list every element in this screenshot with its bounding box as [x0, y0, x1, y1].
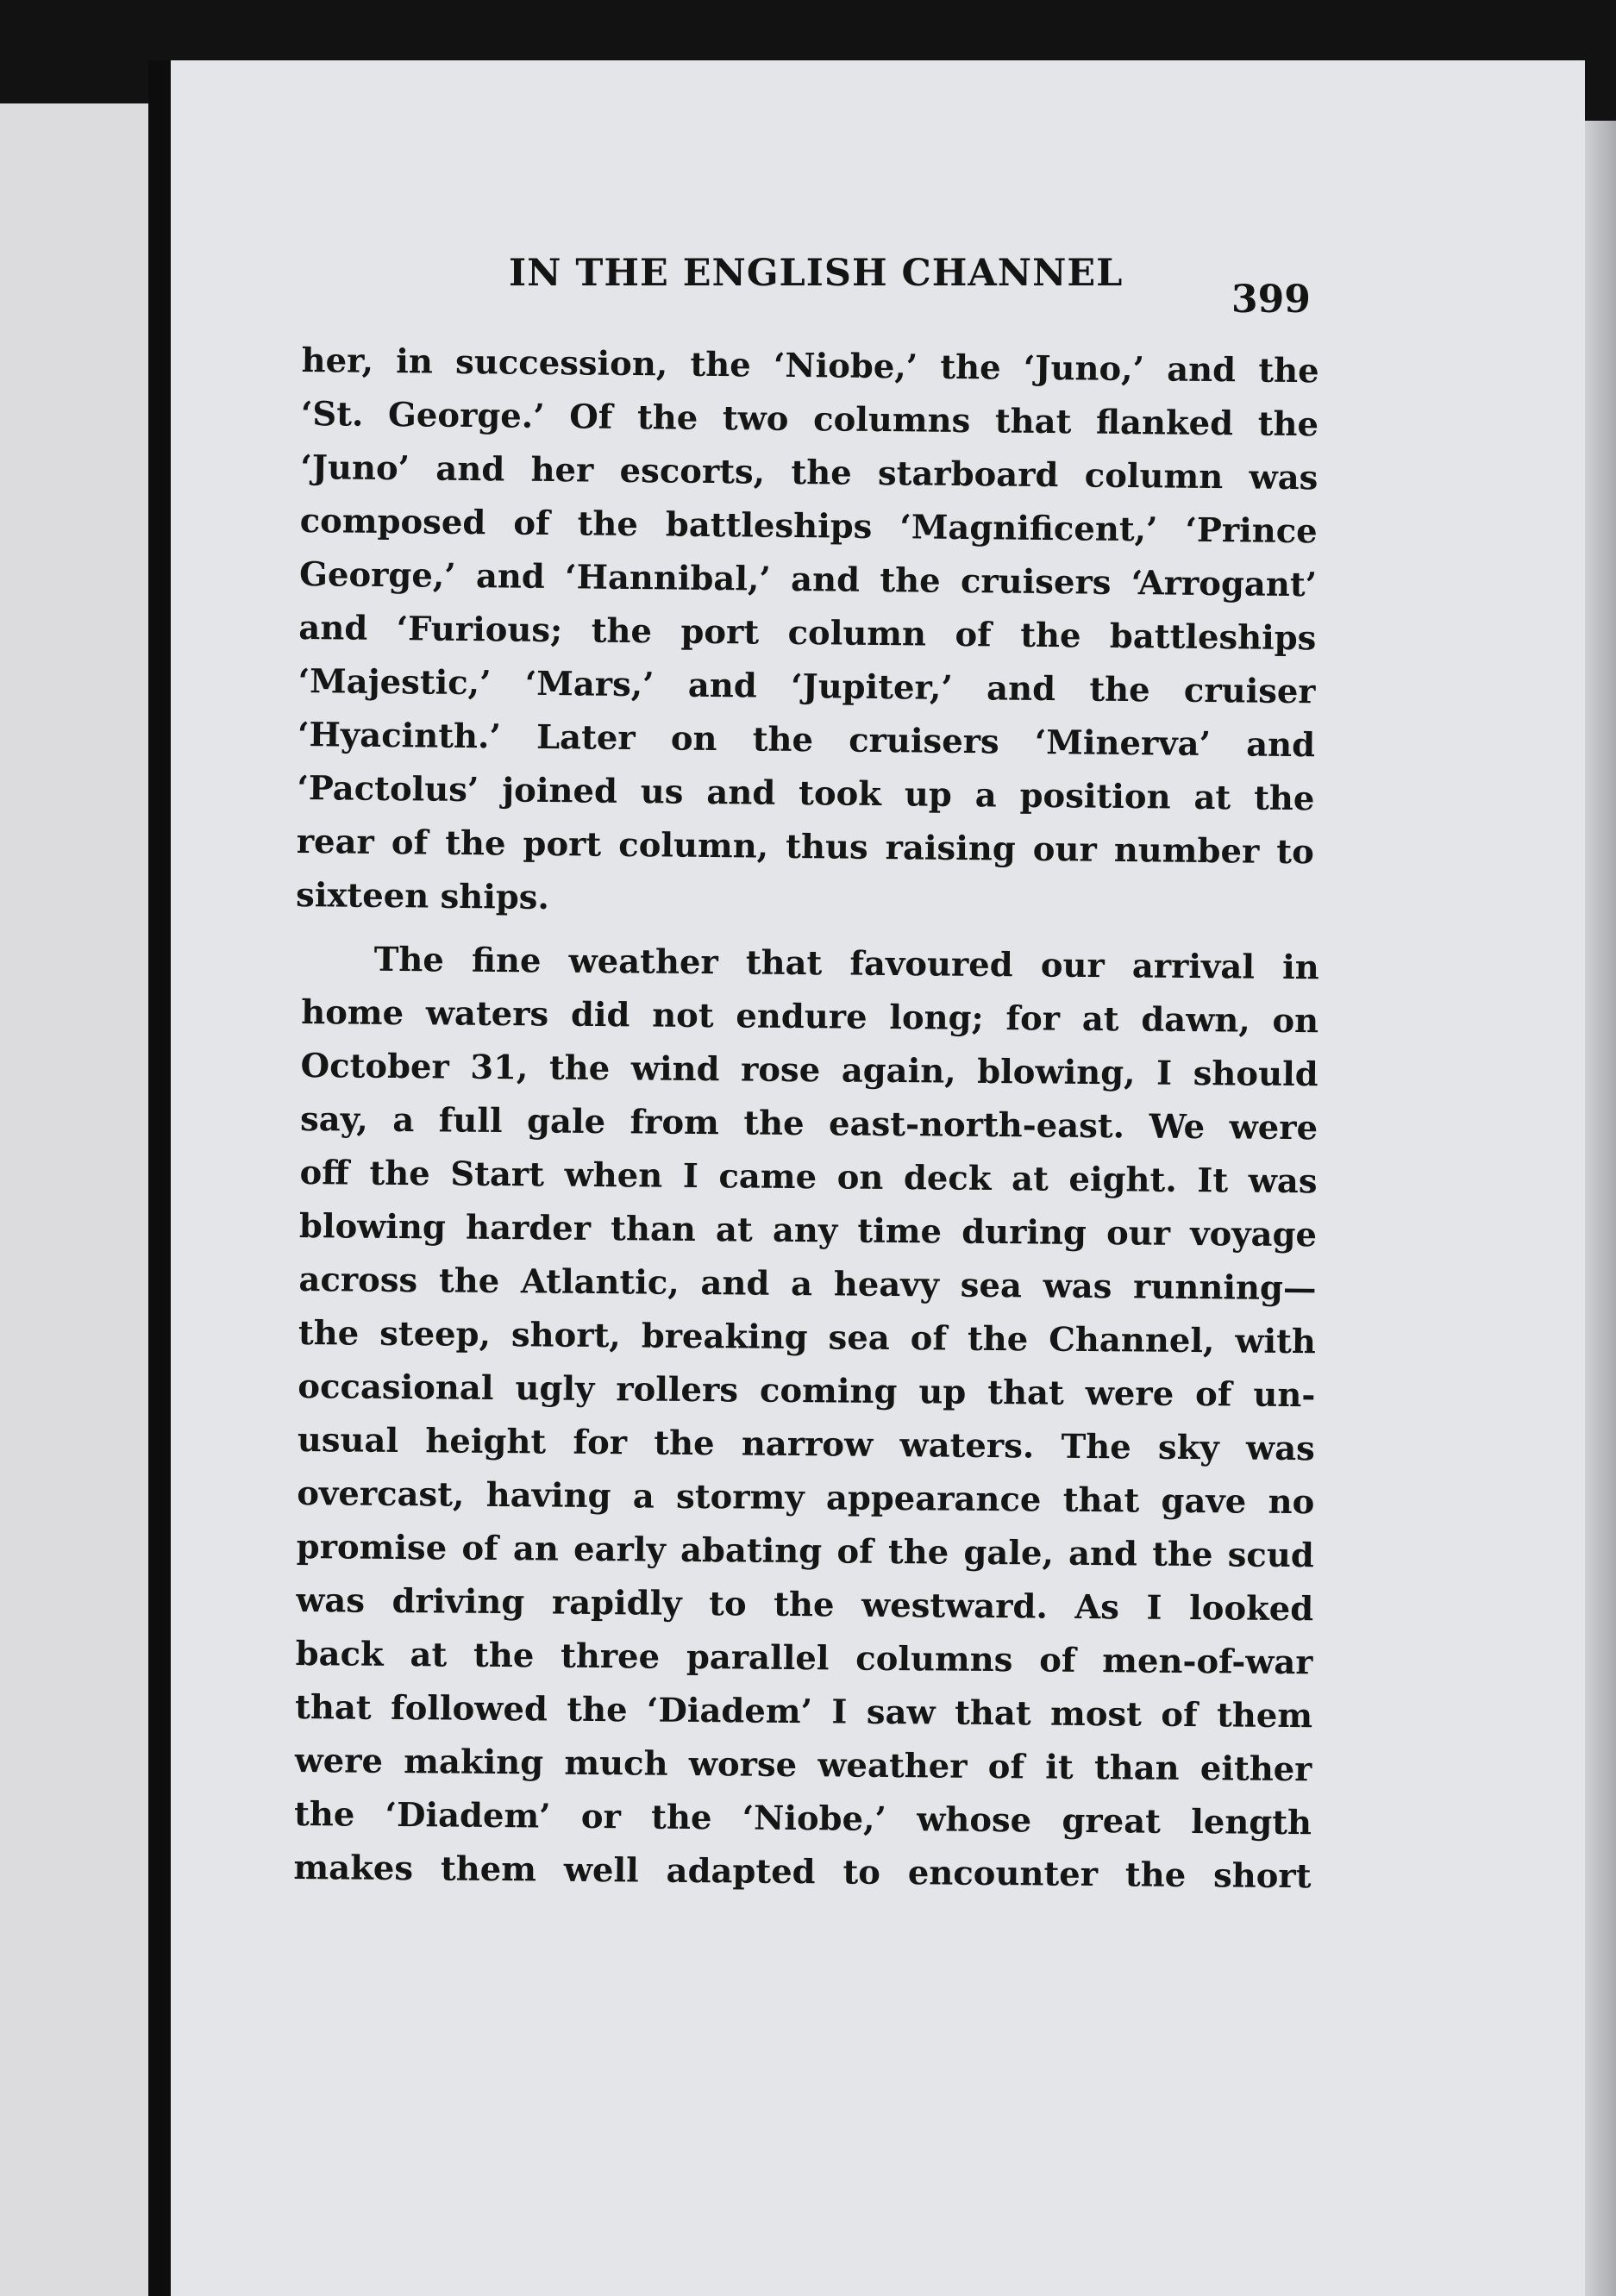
- text-line: her, in succession, the ‘Niobe,’ the ‘Juno,’ and the: [301, 341, 1319, 391]
- text-line: ‘St. George.’ Of the two columns that flanked the: [300, 394, 1319, 445]
- body-text: [293, 335, 1319, 1897]
- text-line: blowing harder than at any time during our voyage: [298, 1206, 1318, 1255]
- text-line: October 31, the wind rose again, blowing, I should: [300, 1046, 1318, 1095]
- text-line: say, a full gale from the east-north-east. We were: [299, 1099, 1318, 1148]
- text-line: rear of the port column, thus raising our number to: [296, 822, 1315, 873]
- text-line: ‘Hyacinth.’ Later on the cruisers ‘Minerva’ and: [297, 715, 1316, 766]
- text-line: off the Start when I came on deck at eight. It was: [299, 1153, 1318, 1202]
- text-line: promise of an early abating of the gale, and the scud: [296, 1527, 1314, 1576]
- text-line: home waters did not endure long; for at dawn, on: [300, 992, 1319, 1042]
- page-number: 399: [1231, 278, 1311, 322]
- text-line: ‘Majestic,’ ‘Mars,’ and ‘Jupiter,’ and the cruiser: [298, 661, 1316, 712]
- text-line: the steep, short, breaking sea of the Channel, with: [298, 1313, 1317, 1362]
- text-line: George,’ and ‘Hannibal,’ and the cruisers ‘Arrogant’: [298, 554, 1318, 605]
- page-fore-edge: [1585, 121, 1616, 2296]
- text-line: ‘Pactolus’ joined us and took up a position at the: [297, 768, 1315, 819]
- paragraph-2: [293, 933, 1319, 1904]
- text-line: that followed the ‘Diadem’ I saw that most of them: [294, 1687, 1313, 1736]
- text-line: usual height for the narrow waters. The sky was: [297, 1420, 1316, 1469]
- running-header: IN THE ENGLISH CHANNEL: [509, 252, 1124, 295]
- book-binding-shadow: [148, 60, 171, 2296]
- text-line: sixteen ships.: [295, 875, 550, 918]
- text-line: composed of the battleships ‘Magnificent,’ ‘Prince: [299, 501, 1318, 552]
- previous-page-edge: [0, 103, 148, 2296]
- text-line: The fine weather that favoured our arrival in: [373, 940, 1319, 988]
- text-line: the ‘Diadem’ or the ‘Niobe,’ whose great length: [293, 1794, 1312, 1843]
- text-line: and ‘Furious; the port column of the battleships: [298, 608, 1317, 659]
- text-line: across the Atlantic, and a heavy sea was running—: [298, 1260, 1317, 1309]
- text-line: was driving rapidly to the westward. As I looked: [296, 1580, 1314, 1630]
- text-line: back at the three parallel columns of men-of-war: [295, 1634, 1313, 1683]
- text-line: were making much worse weather of it than either: [294, 1741, 1312, 1790]
- text-line: occasional ugly rollers coming up that were of un-: [298, 1367, 1316, 1416]
- paragraph-1: [296, 335, 1319, 933]
- text-line: ‘Juno’ and her escorts, the starboard column was: [300, 447, 1318, 498]
- text-line: makes them well adapted to encounter the short: [293, 1848, 1312, 1897]
- text-line: overcast, having a stormy appearance that gave no: [297, 1473, 1315, 1523]
